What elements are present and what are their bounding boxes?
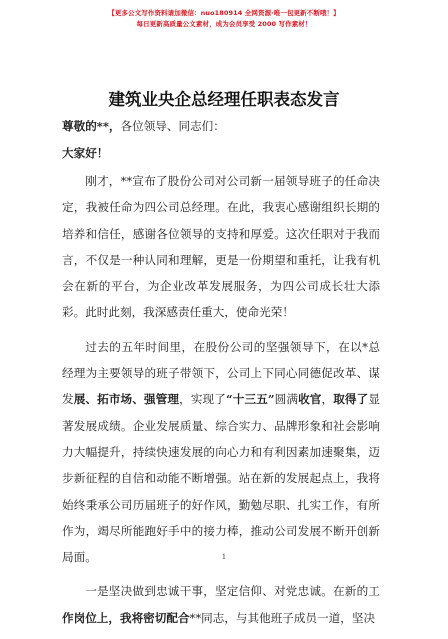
page-number: 1 <box>221 553 227 561</box>
paragraph-3-bold-1: 作岗位上，我将密切配合 <box>62 610 190 625</box>
paragraph-2-text-3: 圆满 <box>274 392 299 407</box>
salutation <box>62 113 380 139</box>
paragraph-2-text-5: 显著发展成绩。企业发展质量、综合实力、品牌形象和社会影响力大幅提升，持续快速发展的向心力和有利因素加速聚集，迈步新征程的自信和动能不断增强。站在新的发展起点上，我将始终秉承公司历届班子的好作风，勤勉尽职、扎实工作，有所作为，竭尽所能跑好手中的接力棒，推动公司发展不断开创新局面。 <box>62 392 380 565</box>
paragraph-1: 刚才，**宣布了股份公司对公司新一届领导班子的任命决定，我被任命为四公司总经理。在此，我衷心感谢组织长期的培养和信任，感谢各位领导的支持和厚爱。这次任职对于我而言，不仅是一种认同和理解，更是一份期望和重托，让我有机会在新的平台，为企业改革发展服务，为四公司成长壮大添彩。此时此刻，我深感责任重大，使命光荣！ <box>62 174 380 320</box>
paragraph-2-bold-1: 展、拓市场、强管理 <box>73 392 180 407</box>
paragraph-2-text-1: 过去的五年时间里，在股份公司的坚强领导下，在以*总经理为主要领导的班子带领下，公司上下同心同德促改革、谋发 <box>62 339 380 407</box>
paragraph-2-bold-4: 取得了 <box>333 392 369 407</box>
promo-banner-line-2: 每日更新高质量公文素材，成为会员享受 2000 写作素材！ <box>136 20 312 28</box>
promo-banner-line-1: 【更多公文写作资料请加微信：nuo180914 全网资源·唯一包更新不断哦！】 <box>108 9 340 17</box>
salutation-rest: 各位领导、同志们： <box>120 119 225 133</box>
paragraph-2-text-2: ，实现了 <box>179 392 226 407</box>
paragraph-2-bold-2: “十三五” <box>225 392 275 407</box>
paragraph-2-bold-3: 收官 <box>298 392 322 407</box>
paragraph-3-text-1: 一是坚决做到忠诚干事，坚定信仰、对党忠诚。在新的工 <box>85 584 380 599</box>
document-title: 建筑业央企总经理任职表态发言 <box>108 90 340 109</box>
salutation-addressee: 尊敬的**， <box>62 119 121 133</box>
paragraph-2-text-4: ， <box>321 392 334 407</box>
paragraph-2 <box>62 334 380 571</box>
paragraph-3 <box>62 578 380 631</box>
paragraph-3-text-2: **同志，与其他班子成员一道，坚决 <box>189 610 376 625</box>
promo-banner <box>0 8 448 30</box>
greeting: 大家好！ <box>62 146 109 160</box>
